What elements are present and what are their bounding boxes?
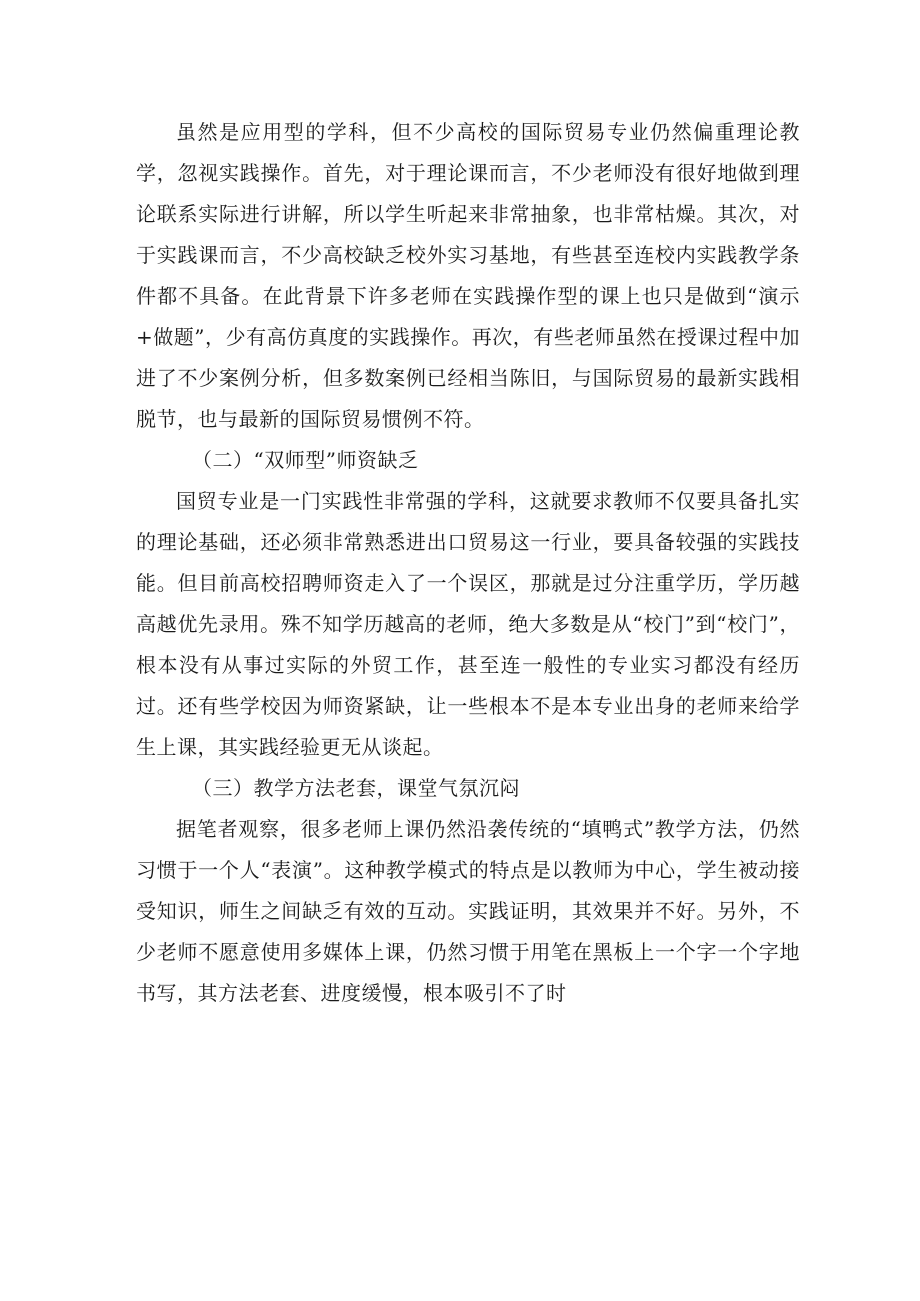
document-page: [136, 112, 800, 1014]
body-paragraph-1: 虽然是应用型的学科，但不少高校的国际贸易专业仍然偏重理论教学，忽视实践操作。首先，对于理论课而言，不少老师没有很好地做到理论联系实际进行讲解，所以学生听起来非常抽象，也非常枯燥。其次，对于实践课而言，不少高校缺乏校外实习基地，有些甚至连校内实践教学条件都不具备。在此背景下许多老师在实践操作型的课上也只是做到“演示+做题”，少有高仿真度的实践操作。再次，有些老师虽然在授课过程中加进了不少案例分析，但多数案例已经相当陈旧，与国际贸易的最新实践相脱节，也与最新的国际贸易惯例不符。: [136, 120, 800, 431]
section-heading-2: （二）“双师型”师资缺乏: [192, 448, 419, 472]
body-paragraph-2: 国贸专业是一门实践性非常强的学科，这就要求教师不仅要具备扎实的理论基础，还必须非常熟悉进出口贸易这一行业，要具备较强的实践技能。但目前高校招聘师资走入了一个误区，那就是过分注重学历，学历越高越优先录用。殊不知学历越高的老师，绝大多数是从“校门”到“校门”，根本没有从事过实际的外贸工作，甚至连一般性的专业实习都没有经历过。还有些学校因为师资紧缺，让一些根本不是本专业出身的老师来给学生上课，其实践经验更无从谈起。: [136, 489, 800, 759]
body-paragraph-3: 据笔者观察，很多老师上课仍然沿袭传统的“填鸭式”教学方法，仍然习惯于一个人“表演”。这种教学模式的特点是以教师为中心，学生被动接受知识，师生之间缺乏有效的互动。实践证明，其效果并不好。另外，不少老师不愿意使用多媒体上课，仍然习惯于用笔在黑板上一个字一个字地书写，其方法老套、进度缓慢，根本吸引不了时: [136, 817, 800, 1005]
section-heading-3: （三）教学方法老套，课堂气氛沉闷: [192, 776, 520, 800]
